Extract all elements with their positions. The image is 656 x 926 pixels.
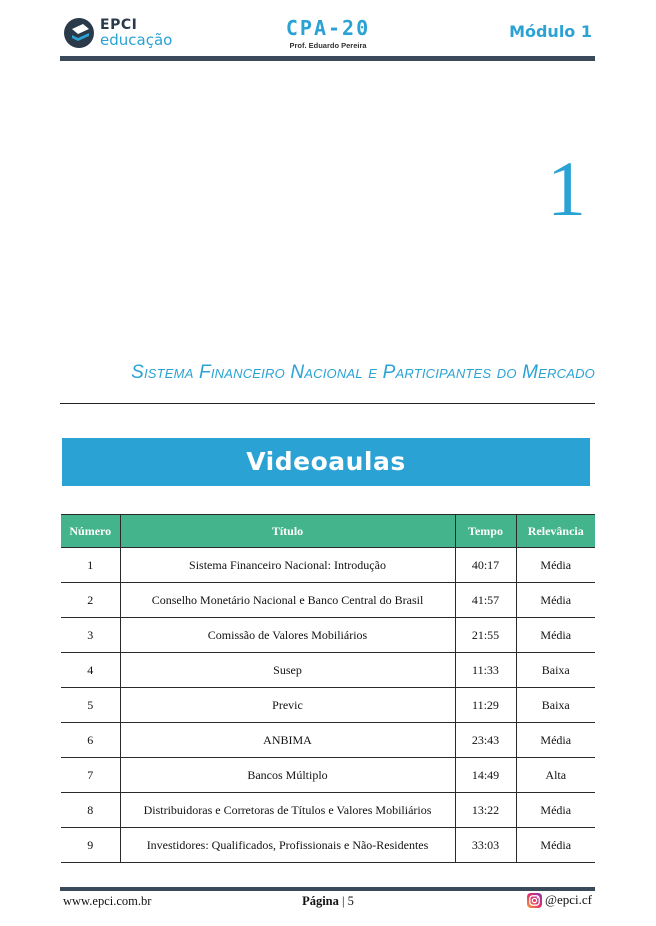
table-row (61, 793, 595, 828)
table-row (61, 548, 595, 583)
cell-relevance: Média (516, 583, 595, 618)
cell-title: Conselho Monetário Nacional e Banco Central do Brasil (120, 583, 455, 618)
cell-time: 13:22 (455, 793, 516, 828)
cell-number: 9 (61, 828, 120, 863)
cell-number: 2 (61, 583, 120, 618)
cell-number: 5 (61, 688, 120, 723)
chapter-title: Sistema Financeiro Nacional e Participantes do Mercado (131, 362, 595, 383)
instructor-name: Prof. Eduardo Pereira (289, 41, 367, 50)
cell-number: 7 (61, 758, 120, 793)
column-header-tempo: Tempo (455, 515, 516, 548)
website-link[interactable]: www.epci.com.br (63, 894, 152, 908)
cell-title: Bancos Múltiplo (120, 758, 455, 793)
cell-title: Distribuidoras e Corretoras de Títulos e Valores Mobiliários (120, 793, 455, 828)
header-divider (60, 56, 595, 61)
cell-title: Investidores: Qualificados, Profissionais e Não-Residentes (120, 828, 455, 863)
cell-title: Previc (120, 688, 455, 723)
cell-relevance: Média (516, 793, 595, 828)
table-row (61, 583, 595, 618)
cell-time: 40:17 (455, 548, 516, 583)
page-header (0, 0, 656, 62)
footer-divider (60, 887, 595, 891)
cell-relevance: Média (516, 828, 595, 863)
cell-relevance: Alta (516, 758, 595, 793)
chapter-number: 1 (547, 145, 586, 232)
column-header-relevancia: Relevância (516, 515, 595, 548)
cell-time: 23:43 (455, 723, 516, 758)
page-label: Página (302, 894, 339, 908)
cell-title: Sistema Financeiro Nacional: Introdução (120, 548, 455, 583)
table-row (61, 618, 595, 653)
logo-text-epci: EPCI (100, 17, 138, 33)
chapter-divider (60, 403, 595, 404)
cell-relevance: Baixa (516, 688, 595, 723)
instagram-link[interactable] (527, 892, 592, 908)
cell-number: 6 (61, 723, 120, 758)
cell-time: 14:49 (455, 758, 516, 793)
cell-title: Comissão de Valores Mobiliários (120, 618, 455, 653)
instagram-icon (527, 893, 542, 908)
cell-time: 33:03 (455, 828, 516, 863)
table-row (61, 723, 595, 758)
module-label: Módulo 1 (509, 22, 592, 41)
page-number: 5 (347, 894, 354, 908)
cell-number: 1 (61, 548, 120, 583)
cell-time: 11:29 (455, 688, 516, 723)
column-header-titulo: Título (120, 515, 455, 548)
table-header-row (61, 515, 595, 548)
table-row (61, 828, 595, 863)
videoaulas-table (61, 514, 595, 863)
videoaulas-banner: Videoaulas (62, 438, 590, 486)
table-row (61, 688, 595, 723)
cell-relevance: Média (516, 548, 595, 583)
course-title: CPA-20 (285, 16, 371, 40)
table-row (61, 758, 595, 793)
cell-number: 4 (61, 653, 120, 688)
column-header-numero: Número (61, 515, 120, 548)
cell-time: 11:33 (455, 653, 516, 688)
logo-text-educacao: educação (100, 31, 173, 49)
cell-time: 41:57 (455, 583, 516, 618)
cell-title: ANBIMA (120, 723, 455, 758)
cell-relevance: Média (516, 618, 595, 653)
cell-number: 8 (61, 793, 120, 828)
table-row (61, 653, 595, 688)
cell-time: 21:55 (455, 618, 516, 653)
instagram-handle: @epci.cf (545, 892, 592, 907)
cell-title: Susep (120, 653, 455, 688)
cell-number: 3 (61, 618, 120, 653)
cell-relevance: Média (516, 723, 595, 758)
cell-relevance: Baixa (516, 653, 595, 688)
page-separator: | (342, 894, 345, 908)
